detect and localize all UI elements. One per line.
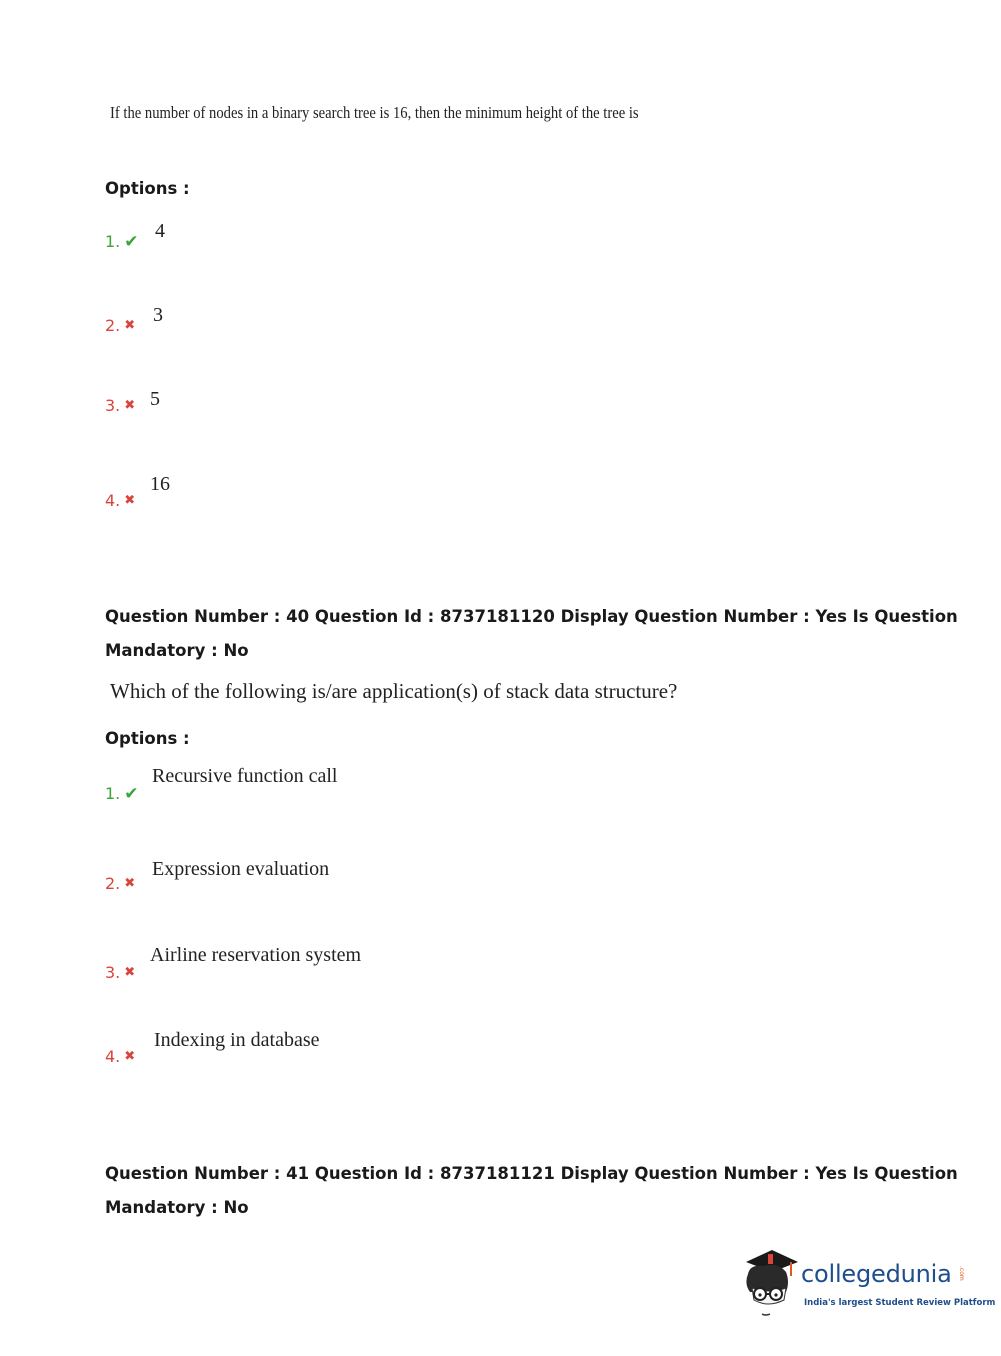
question-39-text: If the number of nodes in a binary search tree is 16, then the minimum height of the tree is — [110, 103, 639, 122]
option-1-number: 1. ✔ — [105, 784, 139, 804]
check-icon: ✔ — [124, 232, 139, 252]
option-4-text: Indexing in database — [154, 1029, 320, 1051]
option-2-text: 3 — [153, 304, 163, 326]
option-3-number: 3. ✖ — [105, 963, 136, 982]
question-40-text: Which of the following is/are application(s) of stack data structure? — [110, 679, 678, 703]
options-label: Options : — [105, 729, 190, 748]
option-3-number: 3. ✖ — [105, 396, 136, 415]
cross-icon: ✖ — [124, 1049, 136, 1064]
collegedunia-mascot-logo — [742, 1248, 800, 1324]
option-3-text: 5 — [150, 388, 160, 410]
option-1-text: 4 — [155, 220, 165, 242]
option-2-number: 2. ✖ — [105, 316, 136, 335]
question-41-mandatory: Mandatory : No — [105, 1198, 249, 1217]
option-1-text: Recursive function call — [152, 765, 338, 787]
question-40-mandatory: Mandatory : No — [105, 641, 249, 660]
cross-icon: ✖ — [124, 965, 136, 980]
option-2-text: Expression evaluation — [152, 858, 330, 880]
cross-icon: ✖ — [124, 493, 136, 508]
option-3-text: Airline reservation system — [150, 944, 362, 966]
question-41-header: Question Number : 41 Question Id : 8737181121 Display Question Number : Yes Is Question — [105, 1164, 958, 1183]
cross-icon: ✖ — [124, 398, 136, 413]
cross-icon: ✖ — [124, 876, 136, 891]
logo-wordmark: collegedunia — [801, 1260, 952, 1288]
option-4-text: 16 — [150, 473, 170, 495]
option-4-number: 4. ✖ — [105, 1047, 136, 1066]
check-icon: ✔ — [124, 784, 139, 804]
option-4-number: 4. ✖ — [105, 491, 136, 510]
options-label: Options : — [105, 179, 190, 198]
cross-icon: ✖ — [124, 318, 136, 333]
option-2-number: 2. ✖ — [105, 874, 136, 893]
logo-tagline: India's largest Student Review Platform — [804, 1298, 996, 1308]
question-40-header: Question Number : 40 Question Id : 8737181120 Display Question Number : Yes Is Question — [105, 607, 958, 626]
logo-suffix: .com — [958, 1266, 965, 1281]
option-1-number: 1. ✔ — [105, 232, 139, 252]
